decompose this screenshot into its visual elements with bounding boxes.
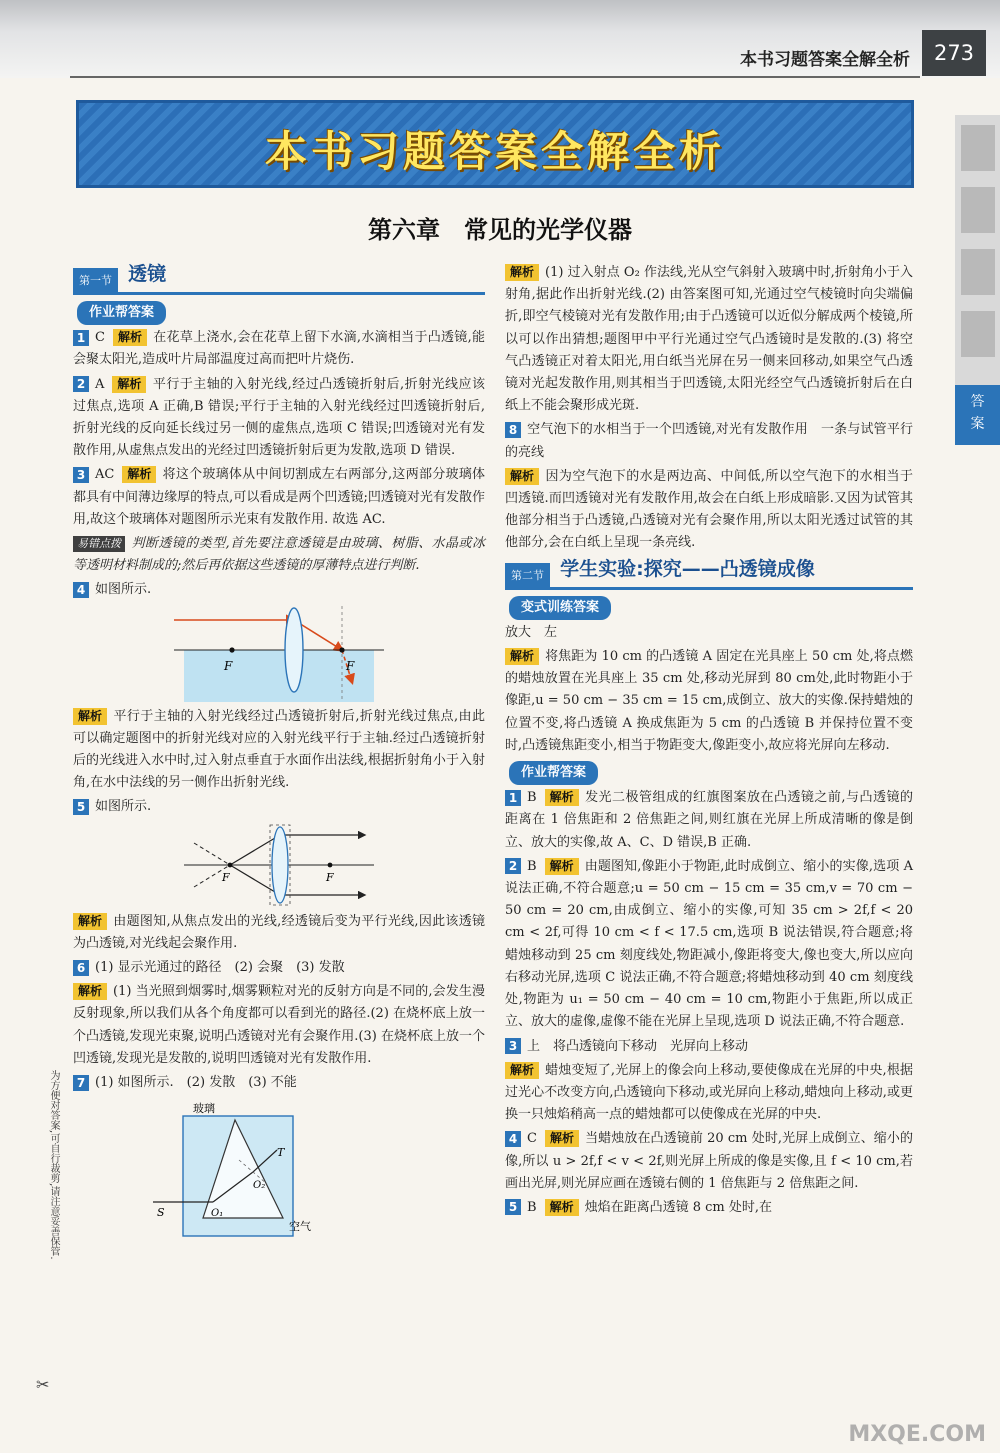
tip-text: 判断透镜的类型,首先要注意透镜是由玻璃、树脂、水晶或冰等透明材料制成的;然后再依据这些透镜的厚薄特点进行判断. (73, 536, 485, 574)
question-2 (73, 374, 485, 463)
question-number: 2 (73, 376, 89, 392)
exercise-4 (505, 1128, 913, 1195)
header-rule (70, 76, 920, 78)
label-f-right: F (346, 658, 355, 673)
question-8 (505, 419, 913, 463)
question-6 (73, 957, 485, 979)
question-6-analysis (73, 981, 485, 1070)
exercise-2 (505, 856, 913, 1034)
left-column (73, 262, 485, 1242)
subsection-label: 作业帮答案 (77, 301, 166, 325)
answer-text: 上 将凸透镜向下移动 光屏向上移动 (527, 1038, 749, 1054)
label-f-right: F (326, 870, 334, 884)
label-o2: O₂ (253, 1180, 266, 1192)
focus-point-left (229, 647, 234, 652)
analysis-label: 解析 (73, 983, 107, 1000)
analysis-text: 因为空气泡下的水是两边高、中间低,所以空气泡下的水相当于凹透镜.而凹透镜对光有发散作用,故会在白纸上形成暗影.又因为试管其他部分相当于凸透镜,凸透镜对光有会聚作用,所以太阳光透过试管的其他部分,会在白纸上呈现一条亮线. (505, 468, 913, 551)
running-title: 本书习题答案全解全析 (740, 50, 910, 70)
label-f-left: F (222, 870, 230, 884)
analysis-text: 由题图知,像距小于物距,此时成倒立、缩小的实像,选项 A 说法正确,不符合题意;u = 50 cm − 15 cm = 35 cm,v = 70 cm − 50 cm = 20 cm,由成倒立、缩小的实像,可知 35 cm > 2f,f < 20 cm < 2f,可得 10 cm < f < 17.5 cm,选项 B 说法错误,符合题意;将蜡烛移动到 25 cm 刻度线处,物距减小,像距将变大,像也变大,所以应向右移动光屏,选项 C 说法正确,不符合题意;将蜡烛移动到 40 cm 刻度线处,物距为 u₁ = 50 cm − 40 cm = 10 cm,物距小于焦距,所以成正立、放大的虚像,虚像不能在光屏上呈现,选项 D 说法正确,不符合题意. (505, 858, 913, 1030)
analysis-label: 解析 (73, 708, 107, 725)
analysis-label: 解析 (545, 789, 579, 806)
label-o1: O₁ (211, 1208, 224, 1220)
question-number: 1 (505, 790, 521, 806)
question-7-analysis (505, 262, 913, 417)
exercise-1 (505, 787, 913, 854)
subsection-label: 作业帮答案 (509, 761, 598, 785)
analysis-label: 解析 (122, 466, 156, 483)
analysis-text: 发光二极管组成的红旗图案放在凸透镜之前,与凸透镜的距离在 1 倍焦距和 2 倍焦距之间,则红旗在光屏上所成清晰的像是倒立、放大的实像,故 A、C、D 错误,B 正确. (505, 790, 913, 850)
focus-point-left (228, 862, 233, 867)
analysis-label: 解析 (73, 913, 107, 930)
extension-line-upper (194, 843, 230, 865)
cut-line-note: 为方便对答案,可自行裁剪,请注意妥善保管. (48, 1070, 59, 1260)
answer: B (527, 790, 537, 806)
figure-5-lens (184, 823, 374, 907)
question-8-analysis (505, 466, 913, 555)
analysis-text: 蜡烛变短了,光屏上的像会向上移动,要使像成在光屏的中央,根据过光心不改变方向,凸透镜向下移动,或光屏向上移动,蜡烛向上移动,或更换一只烛焰稍高一点的蜡烛都可以使像成在光屏的中央. (505, 1062, 913, 1123)
convex-lens (285, 608, 303, 692)
question-3 (73, 464, 485, 531)
water-region (184, 650, 374, 702)
answer: A (95, 376, 105, 392)
question-number: 6 (73, 960, 89, 976)
analysis-label: 解析 (505, 648, 539, 665)
analysis-label: 解析 (545, 858, 579, 875)
tip-label: 易错点拨 (73, 536, 125, 552)
answer: C (527, 1131, 537, 1147)
analysis-text: 当蜡烛放在凸透镜前 20 cm 处时,光屏上成倒立、缩小的像,所以 u > 2f,f < v < 2f,则光屏上所成的像是实像,且 f < 10 cm,若画出光屏,则光屏应画在透镜右侧的 1 倍焦距与 2 倍焦距之间. (505, 1131, 913, 1191)
subsection-label: 变式训练答案 (509, 596, 611, 620)
side-tab-char-2: 案 (970, 416, 985, 432)
analysis-text: (1) 当光照到烟雾时,烟雾颗粒对光的反射方向是不同的,会发生漫反射现象,所以我们从各个角度都可以看到光的路径.(2) 在烧杯底上放一个凸透镜,发现光束聚,说明凸透镜对光有会聚作用.(3) 在烧杯底上放一个凹透镜,发现光是发散的,说明凹透镜对光有发散作用. (73, 984, 485, 1066)
answer-text: 如图所示. (95, 799, 152, 815)
chapter-title: 第六章 常见的光学仪器 (368, 216, 632, 244)
question-4-analysis (73, 706, 485, 795)
answer-text: (1) 如图所示. (2) 发散 (3) 不能 (95, 1075, 297, 1091)
analysis-text: (1) 过入射点 O₂ 作法线,光从空气斜射入玻璃中时,折射角小于入射角,据此作出折射光线.(2) 由答案图可知,光通过空气棱镜时向尖端偏折,即空气棱镜对光有发散作用;由于凸透镜可以近似分解成两个棱镜,所以可以作出猜想;题图甲中平行光通过空气凸透镜时是发散的.(3) 将空气凸透镜正对着太阳光,用白纸当光屏在另一侧来回移动,如果空气凸透镜对光起发散作用,则其相当于凹透镜,太阳光经空气凸透镜折射后在白纸上不能会聚形成光斑. (505, 265, 913, 414)
analysis-label: 解析 (505, 468, 539, 485)
question-7 (73, 1072, 485, 1094)
exercise-5 (505, 1197, 913, 1219)
question-number: 4 (505, 1131, 521, 1147)
analysis-label: 解析 (505, 264, 539, 281)
answer: C (95, 330, 105, 346)
analysis-text: 将这个玻璃体从中间切割成左右两部分,这两部分玻璃体都具有中间薄边缘厚的特点,可以看成是两个凹透镜;凹透镜对光有发散作用,故这个玻璃体对题图所示光束有发散作用. 故选 AC. (73, 467, 485, 527)
answer: B (527, 858, 537, 874)
title-banner (76, 100, 914, 188)
analysis-label: 解析 (505, 1062, 539, 1079)
focus-point-right (328, 862, 333, 867)
variant-analysis (505, 646, 913, 757)
focus-point-right (339, 647, 344, 652)
question-number: 7 (73, 1075, 89, 1091)
question-4 (73, 579, 485, 601)
analysis-text: 在花草上浇水,会在花草上留下水滴,水滴相当于凸透镜,能会聚太阳光,造成叶片局部温度过高而把叶片烧伤. (73, 330, 485, 368)
answer-text: 空气泡下的水相当于一个凹透镜,对光有发散作用 一条与试管平行的亮线 (505, 422, 913, 460)
label-f-left: F (224, 658, 233, 673)
label-t: T (277, 1146, 285, 1160)
figure-7-air-prism (153, 1098, 343, 1238)
answer-text: (1) 显示光通过的路径 (2) 会聚 (3) 发散 (95, 960, 345, 976)
page-number: 273 (922, 30, 986, 76)
watermark-logo: MXQE.COM (848, 1422, 986, 1447)
question-number: 3 (73, 467, 89, 483)
question-number: 1 (73, 330, 89, 346)
analysis-text: 由题图知,从焦点发出的光线,经透镜后变为平行光线,因此该透镜为凸透镜,对光线起会聚作用. (73, 913, 485, 951)
label-s: S (157, 1206, 165, 1220)
section-title: 透镜 (128, 263, 167, 285)
analysis-label: 解析 (545, 1199, 579, 1216)
analysis-text: 烛焰在距离凸透镜 8 cm 处时,在 (584, 1199, 772, 1215)
label-air: 空气 (289, 1220, 311, 1234)
analysis-label: 解析 (545, 1130, 579, 1147)
figure-4-lens-water (174, 606, 384, 702)
section-title: 学生实验:探究——凸透镜成像 (560, 557, 815, 580)
section-tag: 第一节 (73, 268, 118, 294)
question-number: 2 (505, 858, 521, 874)
question-number: 5 (73, 799, 89, 815)
side-tab-answer-label (955, 385, 1000, 445)
question-number: 3 (505, 1038, 521, 1054)
answer: AC (95, 467, 115, 483)
variant-answer: 放大 左 (505, 624, 558, 640)
analysis-label: 解析 (112, 376, 146, 393)
section-header (505, 557, 913, 590)
question-number: 5 (505, 1199, 521, 1215)
section-header (73, 262, 485, 295)
question-number: 4 (73, 582, 89, 598)
analysis-text: 平行于主轴的入射光线,经过凸透镜折射后,折射光线应该过焦点,选项 A 正确,B 错误;平行于主轴的入射光线经过凹透镜折射后,折射光线的反向延长线过另一侧的虚焦点,选项 C 错误;凹透镜对光有发散作用,从虚焦点发出的光经过凹透镜折射后更为发散,选项 D 错误. (73, 376, 485, 459)
section-tag: 第二节 (505, 563, 550, 589)
analysis-label: 解析 (113, 329, 147, 346)
question-1 (73, 327, 485, 371)
exercise-3 (505, 1036, 913, 1058)
question-number: 8 (505, 422, 521, 438)
answer-text: 如图所示. (95, 582, 152, 598)
side-tab-char-1: 答 (970, 394, 985, 410)
analysis-text: 平行于主轴的入射光线经过凸透镜折射后,折射光线过焦点,由此可以确定题图中的折射光线对应的入射光线平行于主轴.经过凸透镜折射后的光线进入水中时,过入射点垂直于水面作出法线,根据折射角小于入射角,在水中法线的另一侧作出折射光线. (73, 708, 485, 791)
question-5-analysis (73, 911, 485, 955)
right-column (505, 262, 913, 1221)
answer: B (527, 1199, 537, 1215)
error-tip (73, 533, 485, 577)
banner-title: 本书习题答案全解全析 (264, 127, 725, 176)
label-glass: 玻璃 (193, 1102, 215, 1116)
question-5 (73, 796, 485, 818)
scissors-icon: ✂ (36, 1375, 50, 1394)
analysis-text: 将焦距为 10 cm 的凸透镜 A 固定在光具座上 50 cm 处,将点燃的蜡烛放置在光具座上 35 cm 处,移动光屏到 80 cm处,此时物距小于像距,u = 50 cm − 35 cm = 15 cm,成倒立、放大的实像.保持蜡烛的位置不变,将凸透镜 A 换成焦距为 5 cm 的凸透镜 B 并保持位置不变时,凸透镜焦距变小,相当于物距变大,像距变小,故应将光屏向左移动. (505, 649, 913, 753)
convex-lens (272, 827, 288, 903)
exercise-3-analysis (505, 1060, 913, 1127)
